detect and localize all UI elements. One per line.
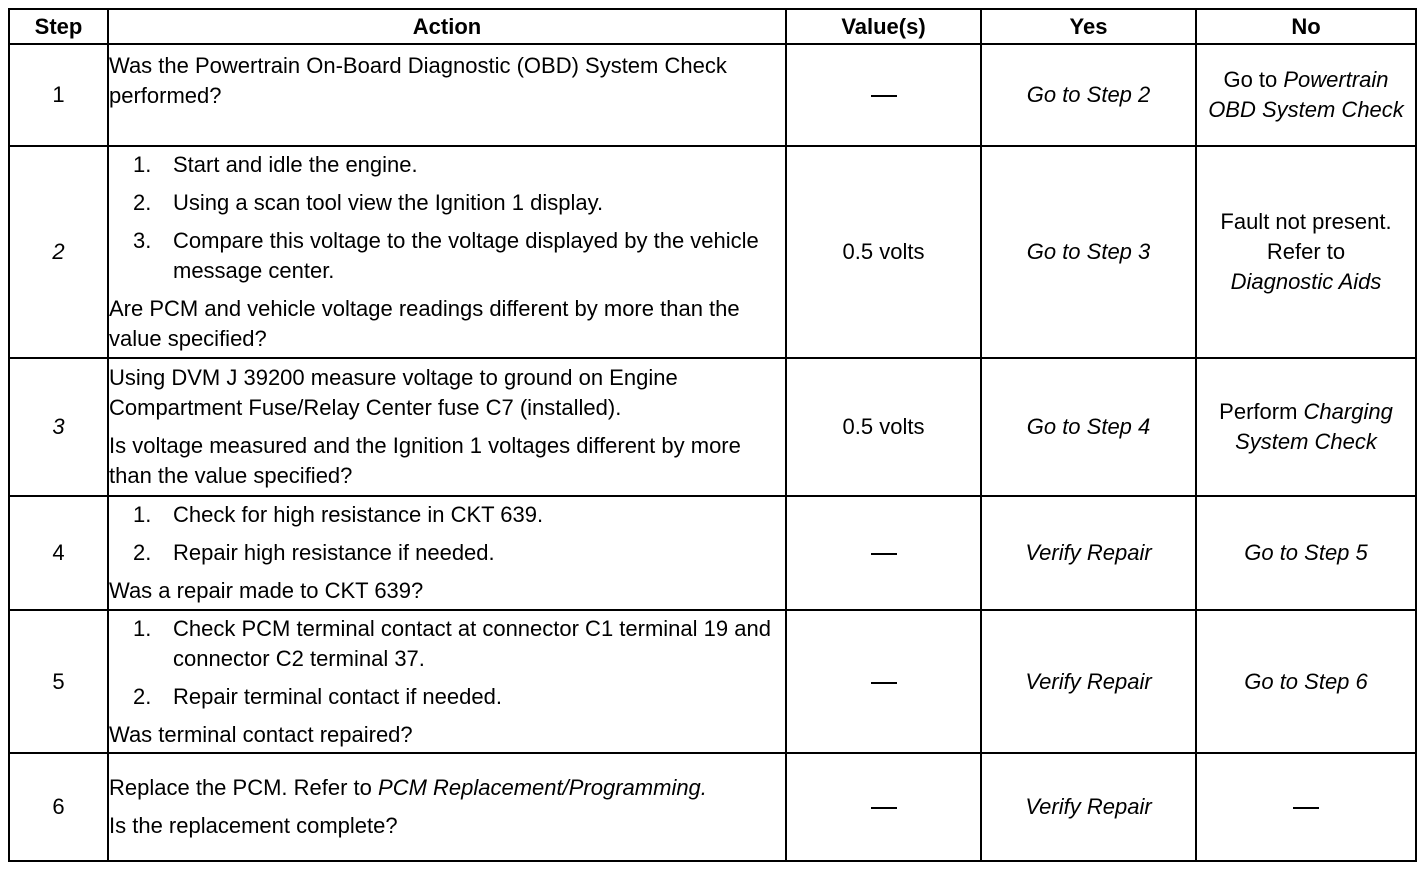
no-plain: Perform bbox=[1219, 399, 1304, 424]
no-cell bbox=[1196, 44, 1416, 146]
no-cell bbox=[1196, 753, 1416, 861]
step-number: 2 bbox=[9, 146, 108, 358]
value-dash bbox=[871, 95, 897, 97]
value-cell: 0.5 volts bbox=[786, 146, 981, 358]
action-text: Replace the PCM. Refer to PCM Replacement/Programming. bbox=[109, 775, 707, 800]
yes-cell: Go to Step 3 bbox=[981, 146, 1196, 358]
header-no: No bbox=[1196, 9, 1416, 44]
no-cell: Go to Step 5 bbox=[1196, 496, 1416, 610]
action-steps bbox=[109, 614, 785, 712]
value-dash bbox=[871, 553, 897, 555]
value-cell bbox=[786, 753, 981, 861]
no-cell: Go to Step 6 bbox=[1196, 610, 1416, 753]
action-question: Is voltage measured and the Ignition 1 voltages different by more than the value specified? bbox=[109, 433, 741, 488]
action-cell bbox=[108, 358, 786, 496]
step-number: 6 bbox=[9, 753, 108, 861]
action-question: Are PCM and vehicle voltage readings different by more than the value specified? bbox=[109, 296, 740, 351]
header-step: Step bbox=[9, 9, 108, 44]
value-cell: 0.5 volts bbox=[786, 358, 981, 496]
yes-cell: Verify Repair bbox=[981, 753, 1196, 861]
action-cell bbox=[108, 496, 786, 610]
action-steps bbox=[109, 150, 785, 286]
action-text: Using DVM J 39200 measure voltage to ground on Engine Compartment Fuse/Relay Center fuse C7 (installed). bbox=[109, 365, 678, 420]
no-prefix: Go to bbox=[1223, 67, 1284, 92]
header-action: Action bbox=[108, 9, 786, 44]
no-cell bbox=[1196, 358, 1416, 496]
yes-cell: Go to Step 2 bbox=[981, 44, 1196, 146]
action-step: 1. Check PCM terminal contact at connector C1 terminal 19 and connector C2 terminal 37. bbox=[133, 615, 771, 671]
table-row bbox=[9, 610, 1416, 753]
header-yes: Yes bbox=[981, 9, 1196, 44]
action-text: Was the Powertrain On-Board Diagnostic (OBD) System Check performed? bbox=[109, 53, 727, 108]
action-question: Was terminal contact repaired? bbox=[109, 721, 413, 747]
table-row bbox=[9, 358, 1416, 496]
action-question: Was a repair made to CKT 639? bbox=[109, 578, 424, 603]
table-row bbox=[9, 146, 1416, 358]
step-number: 3 bbox=[9, 358, 108, 496]
no-plain: Fault not present. Refer to bbox=[1220, 209, 1392, 264]
no-italic: Diagnostic Aids bbox=[1230, 269, 1382, 294]
header-row bbox=[9, 9, 1416, 44]
step-number: 5 bbox=[9, 610, 108, 753]
action-step: 1. Check for high resistance in CKT 639. bbox=[133, 502, 544, 527]
diagnostic-table bbox=[8, 8, 1417, 862]
yes-cell: Verify Repair bbox=[981, 610, 1196, 753]
table-row bbox=[9, 496, 1416, 610]
value-cell bbox=[786, 610, 981, 753]
action-step: 3. Compare this voltage to the voltage displayed by the vehicle message center. bbox=[133, 228, 759, 283]
table-row bbox=[9, 44, 1416, 146]
step-number: 4 bbox=[9, 496, 108, 610]
yes-cell: Go to Step 4 bbox=[981, 358, 1196, 496]
no-italic: Powertrain OBD System Check bbox=[1208, 67, 1404, 122]
action-step: 2. Using a scan tool view the Ignition 1 display. bbox=[133, 190, 604, 215]
no-italic: Charging System Check bbox=[1235, 399, 1393, 454]
header-value: Value(s) bbox=[786, 9, 981, 44]
action-step: 2. Repair terminal contact if needed. bbox=[133, 683, 502, 709]
step-number: 1 bbox=[9, 44, 108, 146]
action-cell bbox=[108, 610, 786, 753]
action-cell bbox=[108, 44, 786, 146]
action-steps bbox=[109, 500, 785, 568]
no-cell bbox=[1196, 146, 1416, 358]
action-cell bbox=[108, 146, 786, 358]
action-step: 1. Start and idle the engine. bbox=[133, 152, 418, 177]
value-dash bbox=[871, 807, 897, 809]
value-cell bbox=[786, 44, 981, 146]
table-row bbox=[9, 753, 1416, 861]
value-cell bbox=[786, 496, 981, 610]
action-cell bbox=[108, 753, 786, 861]
value-dash bbox=[871, 682, 897, 684]
action-step: 2. Repair high resistance if needed. bbox=[133, 540, 495, 565]
action-question: Is the replacement complete? bbox=[109, 813, 398, 838]
no-dash bbox=[1293, 807, 1319, 809]
yes-cell: Verify Repair bbox=[981, 496, 1196, 610]
